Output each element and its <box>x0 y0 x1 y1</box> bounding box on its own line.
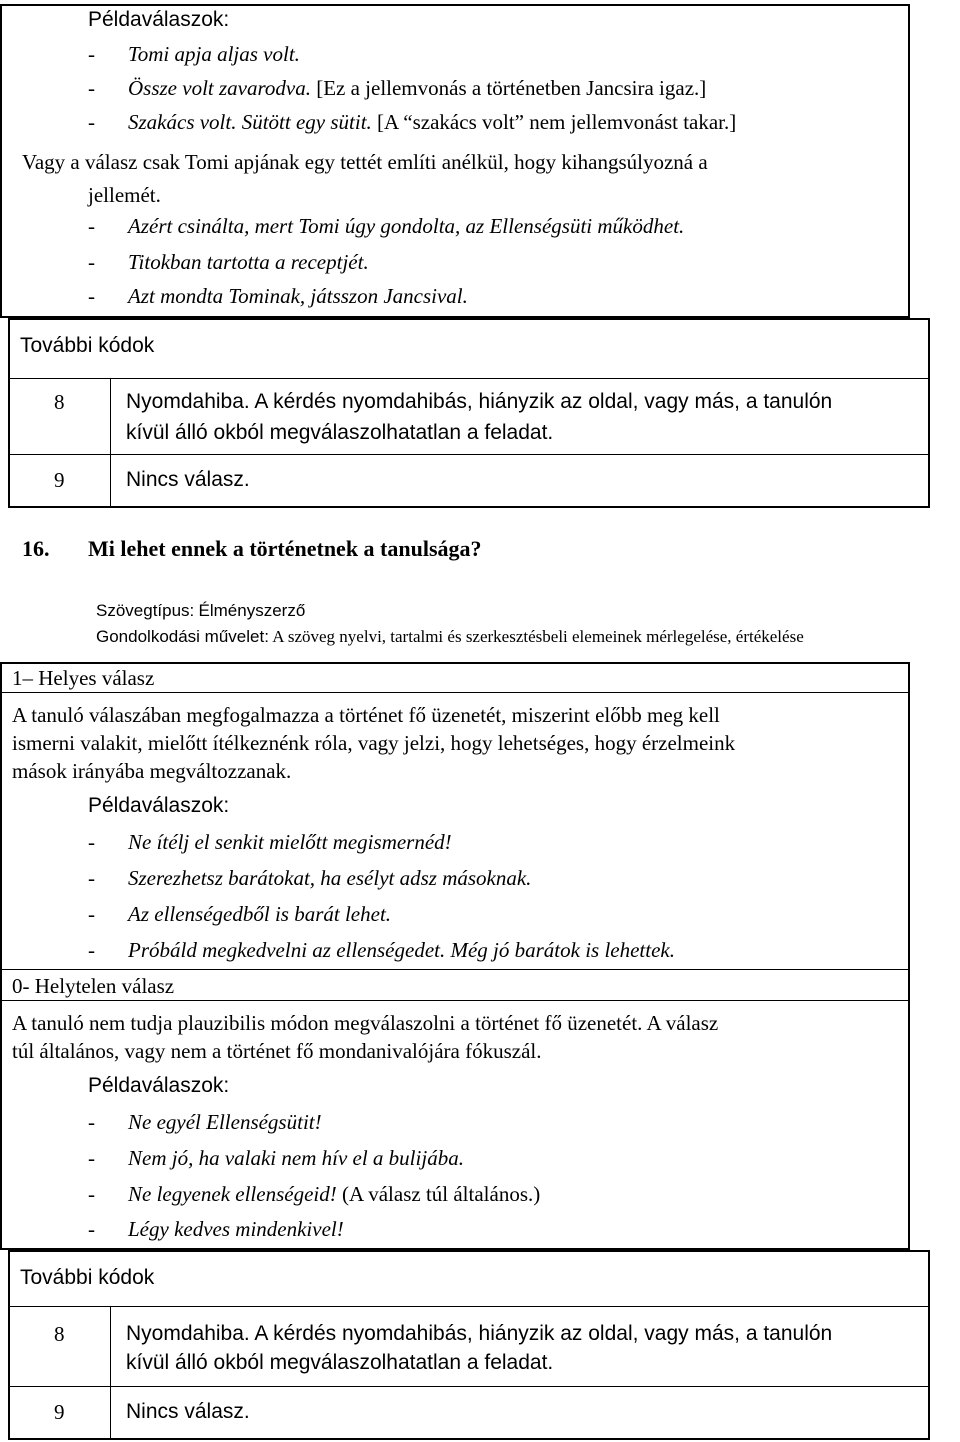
correct-answer-title: 1– Helyes válasz <box>12 666 155 690</box>
example-text: Össze volt zavarodva. <box>128 76 311 100</box>
examples-label: Példaválaszok: <box>88 8 230 31</box>
description-line: túl általános, vagy nem a történet fő mondanivalójára fókuszál. <box>12 1039 542 1063</box>
example-item <box>88 212 685 240</box>
example-text: Nem jó, ha valaki nem hív el a bulijába. <box>128 1146 464 1170</box>
divider <box>0 969 910 970</box>
question-title: Mi lehet ennek a történetnek a tanulsága? <box>88 536 482 561</box>
divider <box>110 378 111 508</box>
example-item <box>88 40 300 68</box>
example-text: Próbáld megkedvelni az ellenségedet. Még jó barátok is lehettek. <box>128 938 675 962</box>
example-item <box>88 864 532 892</box>
incorrect-answer-title: 0- Helytelen válasz <box>12 974 175 998</box>
divider <box>110 1306 111 1440</box>
code-number: 9 <box>54 1400 65 1424</box>
code-description: Nincs válasz. <box>126 1400 250 1423</box>
example-item <box>88 936 675 964</box>
question-number: 16. <box>22 536 50 561</box>
example-item <box>88 1215 344 1243</box>
list-dash: - <box>88 830 95 854</box>
code-description <box>126 388 926 447</box>
list-dash: - <box>88 1182 95 1206</box>
list-dash: - <box>88 866 95 890</box>
operation-label: Gondolkodási művelet: <box>96 627 269 646</box>
code-description <box>126 1320 926 1377</box>
incorrect-description <box>12 1009 902 1065</box>
example-item <box>88 1180 888 1208</box>
example-text: Titokban tartotta a receptjét. <box>128 250 369 274</box>
example-text: Szakács volt. Sütött egy sütit. <box>128 110 372 134</box>
list-dash: - <box>88 938 95 962</box>
example-item <box>88 900 392 928</box>
divider <box>0 1000 910 1001</box>
example-item <box>88 1144 464 1172</box>
list-dash: - <box>88 110 95 134</box>
text-type-label: Szövegtípus: <box>96 601 195 620</box>
code-description-line: Nyomdahiba. A kérdés nyomdahibás, hiányzik az oldal, vagy más, a tanulón <box>126 390 833 413</box>
code-description-line: kívül álló okból megválaszolhatatlan a feladat. <box>126 1351 554 1374</box>
example-text: Azt mondta Tominak, játsszon Jancsival. <box>128 284 468 308</box>
description-line: mások irányába megváltozzanak. <box>12 759 292 783</box>
example-note: [A “szakács volt” nem jellemvonást takar.] <box>377 110 737 134</box>
text-type <box>96 600 305 622</box>
example-note: (A válasz túl általános.) <box>341 1182 541 1206</box>
code-number: 8 <box>54 390 65 414</box>
list-dash: - <box>88 284 95 308</box>
divider <box>8 1386 930 1387</box>
example-text: Légy kedves mindenkivel! <box>128 1217 344 1241</box>
description-line: A tanuló nem tudja plauzibilis módon megválaszolni a történet fő üzenetét. A válasz <box>12 1011 719 1035</box>
alt-description-line: jellemét. <box>88 183 161 207</box>
example-item <box>88 828 452 856</box>
code-description-line: Nyomdahiba. A kérdés nyomdahibás, hiányzik az oldal, vagy más, a tanulón <box>126 1322 833 1345</box>
divider <box>8 454 930 455</box>
correct-description <box>12 701 902 785</box>
description-line: ismerni valakit, mielőtt ítélkeznénk róla, vagy jelzi, hogy lehetséges, hogy érzelmeink <box>12 731 736 755</box>
example-text: Tomi apja aljas volt. <box>128 42 300 66</box>
example-note: [Ez a jellemvonás a történetben Jancsira igaz.] <box>316 76 707 100</box>
list-dash: - <box>88 76 95 100</box>
example-text: Ne ítélj el senkit mielőtt megismernéd! <box>128 830 452 854</box>
alt-description <box>22 148 902 209</box>
list-dash: - <box>88 1110 95 1134</box>
example-text: Azért csinálta, mert Tomi úgy gondolta, az Ellenségsüti működhet. <box>128 214 685 238</box>
list-dash: - <box>88 1217 95 1241</box>
additional-codes-title: További kódok <box>20 1266 155 1289</box>
example-text: Az ellenségedből is barát lehet. <box>128 902 392 926</box>
example-item <box>88 248 369 276</box>
list-dash: - <box>88 214 95 238</box>
list-dash: - <box>88 902 95 926</box>
example-text: Ne egyél Ellenségsütit! <box>128 1110 322 1134</box>
example-text: Ne legyenek ellenségeid! <box>128 1182 337 1206</box>
code-number: 8 <box>54 1322 65 1346</box>
additional-codes-title: További kódok <box>20 334 155 357</box>
examples-label: Példaválaszok: <box>88 1074 230 1097</box>
example-item <box>88 74 928 102</box>
list-dash: - <box>88 250 95 274</box>
list-dash: - <box>88 1146 95 1170</box>
code-description: Nincs válasz. <box>126 468 250 491</box>
divider <box>8 1306 930 1307</box>
alt-description-line: Vagy a válasz csak Tomi apjának egy tettét említi anélkül, hogy kihangsúlyozná a <box>22 150 708 174</box>
divider <box>0 692 910 693</box>
code-number: 9 <box>54 468 65 492</box>
description-line: A tanuló válaszában megfogalmazza a történet fő üzenetét, miszerint előbb meg kell <box>12 703 720 727</box>
examples-label: Példaválaszok: <box>88 794 230 817</box>
example-text: Szerezhetsz barátokat, ha esélyt adsz másoknak. <box>128 866 532 890</box>
text-type-value: Élményszerző <box>198 601 306 620</box>
example-item <box>88 282 468 310</box>
example-item <box>88 1108 322 1136</box>
code-description-line: kívül álló okból megválaszolhatatlan a feladat. <box>126 421 554 444</box>
example-item <box>88 108 928 136</box>
divider <box>8 378 930 379</box>
list-dash: - <box>88 42 95 66</box>
thinking-operation <box>96 626 804 648</box>
operation-value: A szöveg nyelvi, tartalmi és szerkesztésbeli elemeinek mérlegelése, értékelése <box>272 627 804 646</box>
